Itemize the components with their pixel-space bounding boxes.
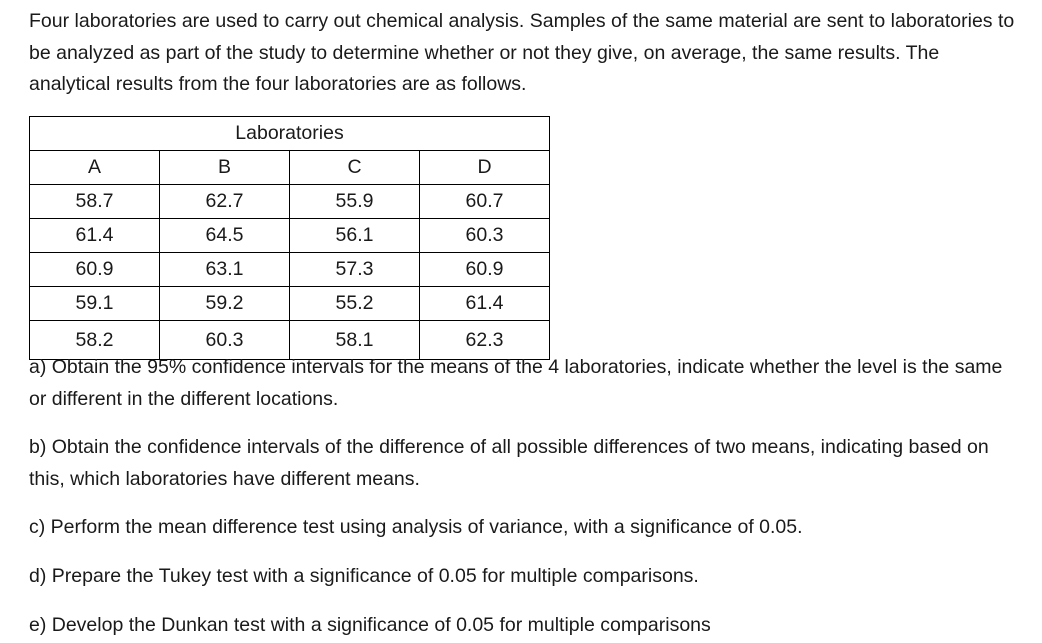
column-header-b: B xyxy=(160,151,290,185)
table-cell: 60.9 xyxy=(420,253,550,287)
question-a: a) Obtain the 95% confidence intervals for the means of the 4 laboratories, indicate whether the level is the same or different in the different locations. xyxy=(29,356,1003,410)
table-cell: 55.9 xyxy=(290,185,420,219)
table-cell: 56.1 xyxy=(290,219,420,253)
table-cell: 58.1 xyxy=(290,321,420,360)
table-title-row xyxy=(30,117,550,151)
table-cell: 60.3 xyxy=(160,321,290,360)
table-cell: 62.3 xyxy=(420,321,550,360)
table-cell: 61.4 xyxy=(30,219,160,253)
table-row xyxy=(30,185,550,219)
column-header-d: D xyxy=(420,151,550,185)
laboratory-results-table xyxy=(29,116,550,360)
table-row xyxy=(30,287,550,321)
table-title: Laboratories xyxy=(30,117,550,151)
table-header-row xyxy=(30,151,550,185)
table-cell: 57.3 xyxy=(290,253,420,287)
table-cell: 60.9 xyxy=(30,253,160,287)
question-b: b) Obtain the confidence intervals of the difference of all possible differences of two means, indicating based on this, which laboratories have different means. xyxy=(29,436,989,490)
table-cell: 58.2 xyxy=(30,321,160,360)
column-header-c: C xyxy=(290,151,420,185)
table-cell: 55.2 xyxy=(290,287,420,321)
column-header-a: A xyxy=(30,151,160,185)
question-d: d) Prepare the Tukey test with a significance of 0.05 for multiple comparisons. xyxy=(29,565,699,587)
table-cell: 58.7 xyxy=(30,185,160,219)
table-cell: 63.1 xyxy=(160,253,290,287)
question-c: c) Perform the mean difference test using analysis of variance, with a significance of 0.05. xyxy=(29,516,803,538)
table-cell: 59.1 xyxy=(30,287,160,321)
question-e: e) Develop the Dunkan test with a significance of 0.05 for multiple comparisons xyxy=(29,614,711,636)
table-cell: 62.7 xyxy=(160,185,290,219)
table-cell: 64.5 xyxy=(160,219,290,253)
table-cell: 60.3 xyxy=(420,219,550,253)
table-cell: 59.2 xyxy=(160,287,290,321)
table-cell: 60.7 xyxy=(420,185,550,219)
intro-paragraph: Four laboratories are used to carry out chemical analysis. Samples of the same material are sent to laboratories to be analyzed as part of the study to determine whether or not they give, on average, the same results. The analytical results from the four laboratories are as follows. xyxy=(29,10,1015,95)
table-row xyxy=(30,219,550,253)
table-cell: 61.4 xyxy=(420,287,550,321)
table-row xyxy=(30,253,550,287)
